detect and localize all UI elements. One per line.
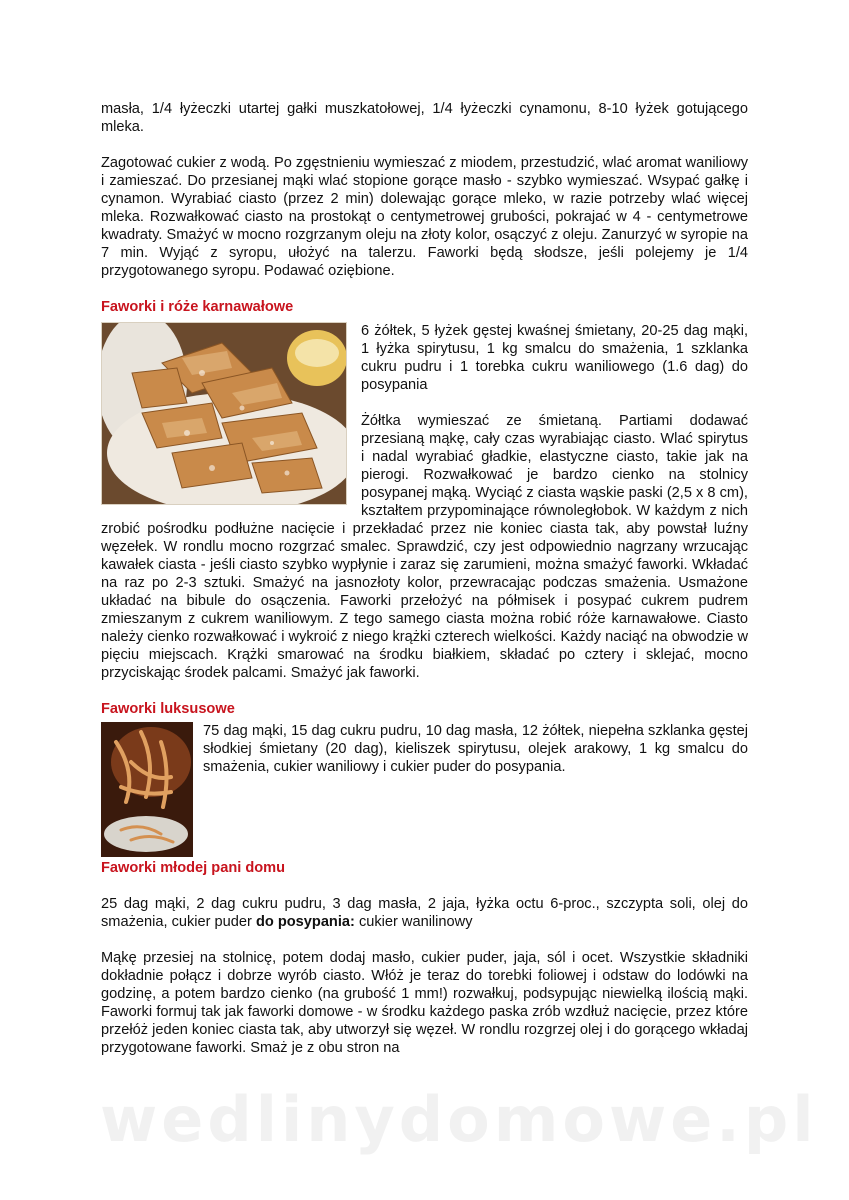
- recipe3-title: Faworki młodej pani domu: [101, 860, 286, 876]
- recipe1-method: Żółtka wymieszać ze śmietaną. Partiami dodawać przesianą mąkę, cały czas wyrabiając ciasto. Wlać spirytus i nadal wyrabiać gładkie, elastyczne ciasto, takie jak na pierogi. Rozwałkować je bardzo cienko na stolnicy posypanej mąką. Wyciąć z ciasta wąskie paski (2,5 x 8 cm), kształtem przypominające równoległobok. W każdym z nich zrobić pośrodku podłużne nacięcie i przekładać przez nie koniec ciasta tak, aby powstał luźny węzełek. W rondlu mocno rozgrzać smalec. Sprawdzić, czy jest odpowiednio nagrzany wrzucając kawałek ciasta - jeśli ciasto szybko wypłynie i zaraz się zarumieni, można smażyć faworki. Wkładać na raz po 2-3 sztuki. Smażyć na jasnozłoty kolor, przewracając podczas smażenia. Usmażone układać na bibule do osączenia. Faworki przełożyć na półmisek i posypać cukrem pudrem zmieszanym z cukrem waniliowym. Z tego samego ciasta można robić róże karnawałowe. Ciasto należy cienko rozwałkować i wykroić z niego krążki czterech wielkości. Każdy naciąć na obwodzie w pięciu miejscach. Krążki smarować na środku białkiem, składać po cztery i sklejać, mocno przyciskając środek palcami. Smażyć jak faworki.: [101, 413, 748, 681]
- recipe3-ingredients: [101, 895, 748, 931]
- recipe3-ingredients-bold: do posypania:: [255, 914, 355, 930]
- recipe1-ingredients: 6 żółtek, 5 łyżek gęstej kwaśnej śmietany, 20-25 dag mąki, 1 łyżka spirytusu, 1 kg smalcu do smażenia, 1 szklanka cukru pudru i 1 torebka cukru waniliowego (1.6 dag) do posypania: [361, 323, 748, 393]
- faworki-photo: [101, 322, 347, 505]
- recipe1-title: Faworki i róże karnawałowe: [101, 299, 294, 315]
- document-body: [101, 100, 748, 1057]
- recipe3-method: Mąkę przesiej na stolnicę, potem dodaj masło, cukier puder, jaja, sól i ocet. Wszystkie składniki dokładnie połącz i dobrze wyrób ciasto. Włóż je teraz do torebki foliowej i odstaw do lodówki na godzinę, a potem bardzo cienko (na grubość 1 mm!) rozwałkuj, podsypując niewielką ilością mąki. Faworki formuj tak jak faworki domowe - w środku każdego paska zrób wzdłuż nacięcie, przez które przełóż jeden koniec ciasta tak, aby utworzył się węzeł. W rondlu rozgrzej olej i do gorącego wkładaj przygotowane faworki. Smaż je z obu stron na: [101, 950, 748, 1056]
- intro-continued-text: masła, 1/4 łyżeczki utartej gałki muszkatołowej, 1/4 łyżeczki cynamonu, 8-10 łyżek gotującego mleka.: [101, 101, 748, 135]
- faworki-luksusowe-photo: [101, 722, 193, 857]
- intro-method: Zagotować cukier z wodą. Po zgęstnieniu wymieszać z miodem, przestudzić, wlać aromat waniliowy i zamieszać. Do przesianej mąki wlać stopione gorące masło - szybko wymieszać. Wsypać gałkę i cynamon. Wyrabiać ciasto (przez 2 min) dolewając gorące mleko, w razie potrzeby wlać więcej mleka. Rozwałkować ciasto na prostokąt o centymetrowej grubości, pokrajać w 4 - centymetrowe kwadraty. Smażyć w mocno rozgrzanym oleju na złoty kolor, osączyć z oleju. Zanurzyć w syropie na 7 min. Wyjąć z syropu, ułożyć na talerzu. Faworki będą słodsze, jeśli polejemy je 1/4 przygotowanego syropu. Podawać oziębione.: [101, 155, 748, 279]
- recipe2-ingredients: 75 dag mąki, 15 dag cukru pudru, 10 dag masła, 12 żółtek, niepełna szklanka gęstej słodkiej śmietany (20 dag), kieliszek spirytusu, olejek arakowy, 1 kg smalcu do smażenia, cukier waniliowy i cukier puder do posypania.: [203, 723, 748, 775]
- watermark: wedlinydomowe.pl: [100, 1083, 818, 1156]
- recipe3-ingredients-tail: cukier wanilinowy: [358, 914, 473, 930]
- recipe3-ingredients-main: 25 dag mąki, 2 dag cukru pudru, 3 dag masła, 2 jaja, łyżka octu 6-proc., szczypta soli, olej do smażenia, cukier puder: [101, 896, 748, 930]
- recipe2-title: Faworki luksusowe: [101, 701, 235, 717]
